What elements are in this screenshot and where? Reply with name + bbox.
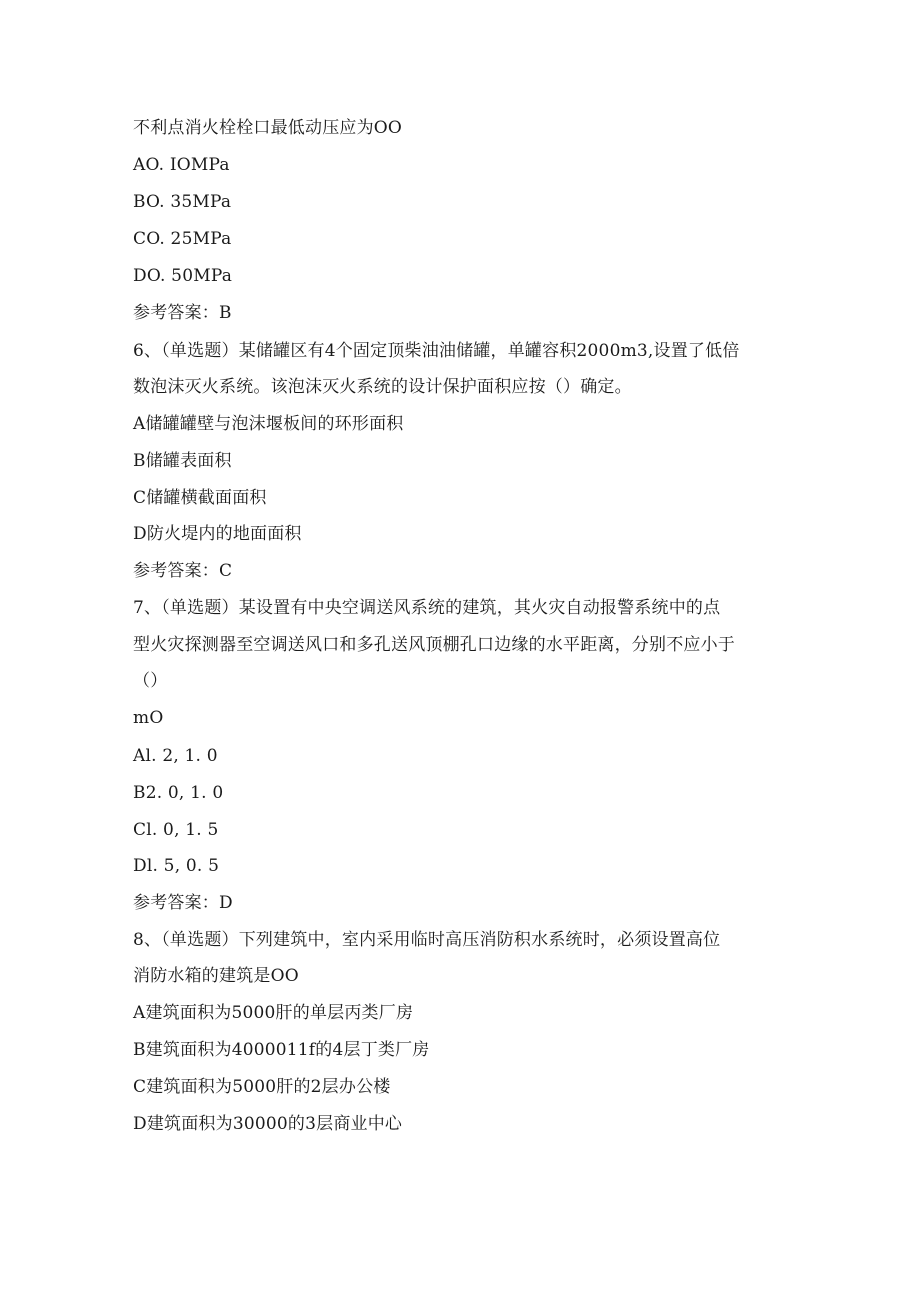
question-8-option-a: A建筑面积为5000肝的单层丙类厂房 [133, 1003, 414, 1023]
question-7-option-d: Dl. 5, 0. 5 [133, 856, 220, 876]
question-8-stem-line-1: 8、（单选题）下列建筑中，室内采用临时高压消防积水系统时，必须设置高位 [133, 930, 721, 950]
question-7-stem-line-4: mO [133, 708, 164, 728]
question-8-option-b: B建筑面积为4000011f的4层丁类厂房 [133, 1040, 430, 1060]
question-7-option-c: Cl. 0, 1. 5 [133, 820, 219, 840]
question-8-stem-line-2: 消防水箱的建筑是OO [133, 966, 299, 986]
question-8-option-c: C建筑面积为5000肝的2层办公楼 [133, 1077, 391, 1097]
question-5-option-b: BO. 35MPa [133, 192, 232, 212]
question-5-stem-line: 不利点消火栓栓口最低动压应为OO [133, 118, 403, 138]
question-6-option-b: B储罐表面积 [133, 451, 232, 471]
question-7-answer: 参考答案：D [133, 893, 233, 913]
question-5-answer: 参考答案：B [133, 303, 232, 323]
question-6-option-a: A储罐罐壁与泡沫堰板间的环形面积 [133, 414, 404, 434]
question-5-option-c: CO. 25MPa [133, 229, 232, 249]
question-7-option-b: B2. 0, 1. 0 [133, 783, 224, 803]
question-6-answer: 参考答案：C [133, 561, 233, 581]
question-6-stem-line-1: 6、（单选题）某储罐区有4个固定顶柴油油储罐，单罐容积2000m3,设置了低倍 [133, 341, 740, 361]
question-7-stem-line-1: 7、（单选题）某设置有中央空调送风系统的建筑，其火灾自动报警系统中的点 [133, 598, 721, 618]
question-6-option-c: C储罐横截面面积 [133, 488, 267, 508]
question-7-stem-line-3: （） [133, 671, 168, 691]
question-5-option-d: DO. 50MPa [133, 266, 233, 286]
question-6-stem-line-2: 数泡沫灭火系统。该泡沫灭火系统的设计保护面积应按（）确定。 [133, 377, 632, 397]
question-7-stem-line-2: 型火灾探测器至空调送风口和多孔送风顶棚孔口边缘的水平距离，分别不应小于 [133, 635, 735, 655]
question-8-option-d: D建筑面积为30000的3层商业中心 [133, 1114, 403, 1134]
question-5-option-a: AO. IOMPa [133, 155, 230, 175]
question-7-option-a: Al. 2, 1. 0 [133, 746, 218, 766]
question-6-option-d: D防火堤内的地面面积 [133, 524, 302, 544]
